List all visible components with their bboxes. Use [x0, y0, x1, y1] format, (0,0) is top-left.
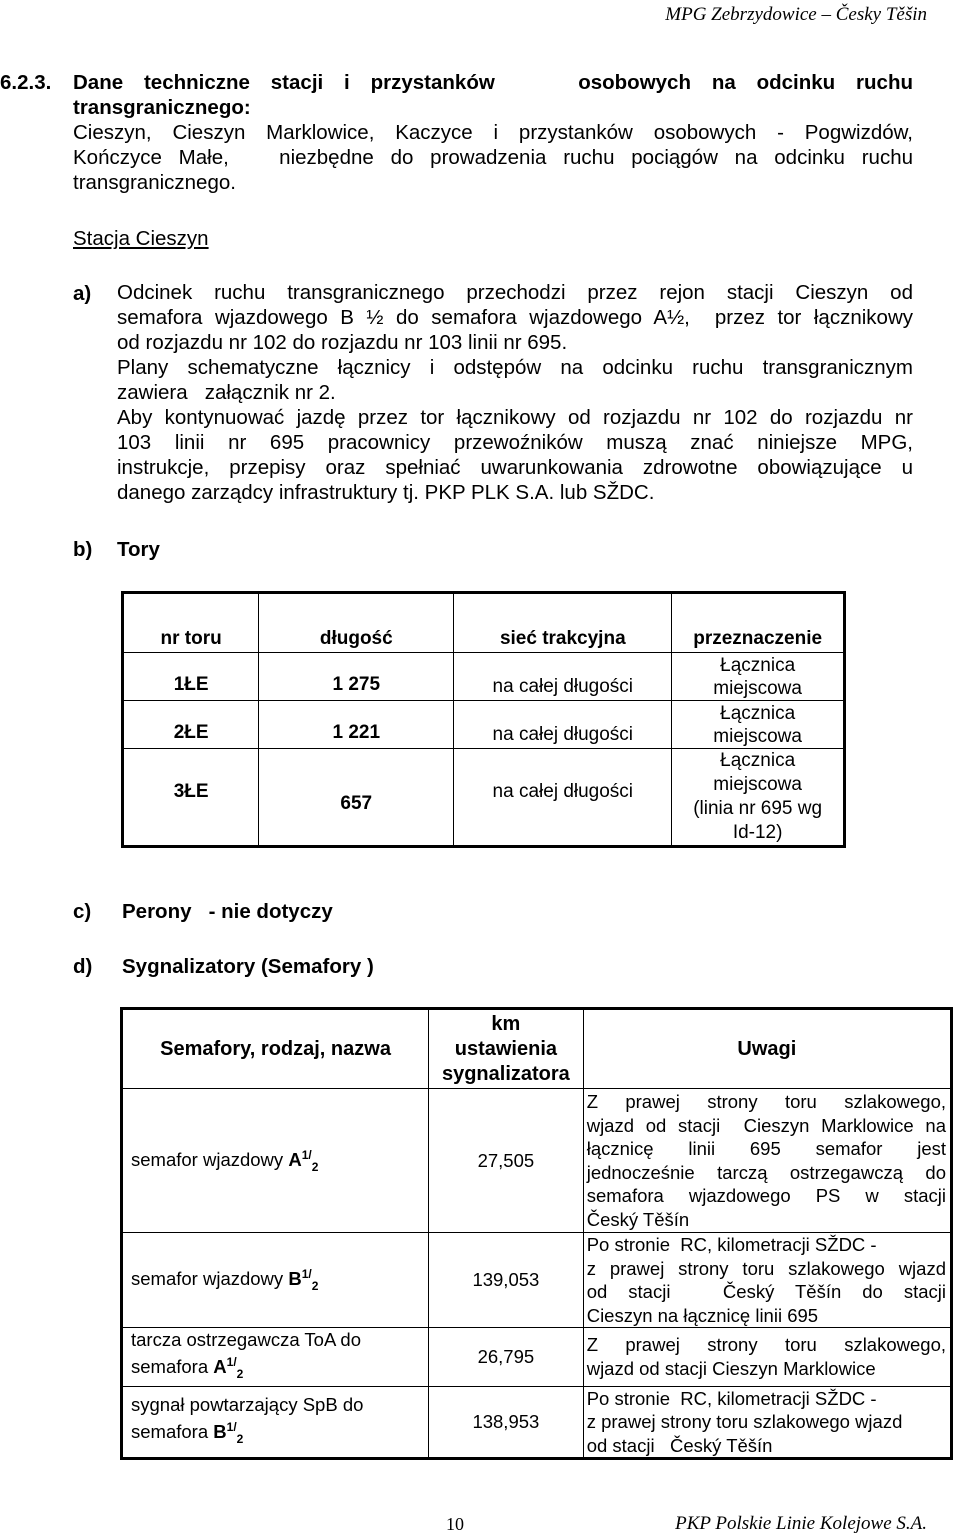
page-number: 10 — [446, 1514, 464, 1534]
station-title: Stacja Cieszyn — [73, 227, 209, 250]
remark-line: od stacji Český Těšín — [586, 1434, 773, 1456]
track-purpose-line: miejscowa — [713, 725, 802, 747]
signal-name-line: sygnał powtarzający SpB do — [131, 1394, 364, 1416]
part-a-line: od rozjazdu nr 102 do rozjazdu nr 103 linii nr 695. — [117, 331, 568, 354]
track-catenary: na całej długości — [454, 701, 672, 749]
track-purpose — [672, 653, 845, 701]
header-przeznaczenie: przeznaczenie — [693, 628, 823, 649]
track-nr: 1ŁE — [123, 653, 259, 701]
signal-name — [122, 1089, 429, 1233]
signals-table-header-row — [122, 1009, 952, 1089]
signal-frac-den: 2 — [311, 1159, 319, 1174]
signal-name-text: semafora — [131, 1356, 214, 1378]
track-purpose-line: Łącznica — [720, 702, 796, 724]
tracks-table-header-row — [123, 593, 845, 653]
signal-name-text: semafor wjazdowy — [131, 1268, 289, 1290]
section-body-line2: Kończyce Małe, niezbędne do prowadzenia ruchu pociągów na odcinku ruchu — [73, 146, 913, 169]
signal-frac-num: 1/ — [226, 1420, 237, 1435]
signal-frac-den: 2 — [236, 1432, 244, 1447]
table-row — [122, 1089, 952, 1233]
signal-frac-num: 1/ — [301, 1267, 312, 1282]
track-purpose-line: Łącznica — [720, 654, 796, 676]
part-b-title: Tory — [117, 538, 160, 561]
track-length: 1 275 — [259, 653, 454, 701]
table-row — [122, 1233, 952, 1328]
part-a-text — [117, 280, 913, 505]
signal-km: 138,953 — [429, 1386, 584, 1459]
track-purpose-line: (linia nr 695 wg — [693, 798, 823, 819]
track-catenary: na całej długości — [454, 653, 672, 701]
signal-letter: A — [288, 1148, 302, 1170]
signal-remarks — [583, 1233, 951, 1328]
track-purpose — [672, 749, 845, 847]
remark-line: od stacji Český Těšín do stacji — [586, 1281, 946, 1302]
signal-name — [122, 1233, 429, 1328]
section-title-line2: transgranicznego: — [73, 96, 251, 119]
document-header: MPG Zebrzydowice – Česky Těšin — [665, 4, 927, 25]
signal-name-line: tarcza ostrzegawcza ToA do — [131, 1329, 362, 1350]
table-row — [123, 701, 845, 749]
track-purpose-line: Łącznica — [720, 750, 796, 771]
signal-letter: B — [288, 1268, 302, 1290]
remark-line: Z prawej strony toru szlakowego, — [586, 1334, 946, 1356]
part-b-label: b) — [73, 538, 93, 561]
part-d-title: Sygnalizatory (Semafory ) — [122, 955, 374, 978]
part-a-line: instrukcje, przepisy oraz spełniać uwarunkowania zdrowotne obowiązujące u — [117, 456, 913, 479]
remark-line: Po stronie RC, kilometracji SŽDC - — [586, 1234, 877, 1255]
track-nr: 2ŁE — [123, 701, 259, 749]
footer-company: PKP Polskie Linie Kolejowe S.A. — [675, 1513, 927, 1534]
table-row — [123, 749, 845, 847]
part-a-label: a) — [73, 282, 92, 305]
header-km-line: ustawienia — [454, 1037, 558, 1060]
remark-line: z prawej strony toru szlakowego wjazd — [586, 1257, 946, 1279]
track-catenary: na całej długości — [454, 749, 672, 847]
remark-line: z prawej strony toru szlakowego wjazd — [586, 1411, 903, 1433]
signal-remarks — [583, 1386, 951, 1459]
header-km-line: sygnalizatora — [441, 1062, 570, 1085]
signal-frac-num: 1/ — [226, 1355, 237, 1369]
header-uwagi: Uwagi — [737, 1037, 797, 1060]
signal-frac-den: 2 — [236, 1366, 244, 1381]
section-number: 6.2.3. — [0, 71, 52, 94]
track-purpose-line: Id-12) — [732, 822, 783, 843]
signal-km: 27,505 — [429, 1089, 584, 1233]
section-body-line3: transgranicznego. — [73, 171, 236, 194]
track-length: 1 221 — [259, 701, 454, 749]
remark-line: Po stronie RC, kilometracji SŽDC - — [586, 1387, 877, 1409]
part-c-title: Perony - nie dotyczy — [122, 900, 333, 923]
remark-line: łącznicę linii 695 semafor jest — [586, 1138, 946, 1159]
signal-name — [122, 1328, 429, 1387]
signal-km: 139,053 — [429, 1233, 584, 1328]
part-a-line: 103 linii nr 695 pracownicy przewoźników muszą znać niniejsze MPG, — [117, 431, 913, 454]
signal-remarks — [583, 1328, 951, 1387]
header-siec-trakcyjna: sieć trakcyjna — [454, 593, 672, 653]
signal-name — [122, 1386, 429, 1459]
remark-line: Cieszyn na łącznicę linii 695 — [586, 1304, 819, 1326]
header-semafory: Semafory, rodzaj, nazwa — [122, 1009, 429, 1089]
header-km-line: km — [491, 1012, 521, 1035]
remark-line: Z prawej strony toru szlakowego, — [586, 1091, 946, 1112]
remark-line: Český Těšín — [586, 1208, 690, 1230]
remark-line: semafora wjazdowego PS w stacji — [586, 1185, 946, 1206]
header-km — [429, 1009, 584, 1089]
signal-remarks — [583, 1089, 951, 1233]
table-row — [122, 1328, 952, 1387]
track-length: 657 — [259, 749, 454, 847]
tracks-table — [121, 591, 846, 848]
table-row — [123, 653, 845, 701]
signal-letter: A — [213, 1356, 227, 1378]
part-a-line: danego zarządcy infrastruktury tj. PKP PLK S.A. lub SŽDC. — [117, 481, 655, 504]
remark-line: wjazd od stacji Cieszyn Marklowice — [586, 1357, 876, 1379]
table-row — [122, 1386, 952, 1459]
part-a-line: zawiera załącznik nr 2. — [117, 381, 336, 404]
signal-letter: B — [213, 1421, 227, 1443]
header-nr-toru: nr toru — [123, 593, 259, 653]
signal-name-text: semafor wjazdowy — [131, 1148, 289, 1170]
part-a-line: Plany schematyczne łącznicy i odstępów na odcinku ruchu transgranicznym — [117, 356, 913, 379]
part-a-line: Aby kontynuować jazdę przez tor łącznikowy od rozjazdu nr 102 do rozjazdu nr — [117, 406, 913, 429]
part-c-label: c) — [73, 900, 92, 923]
signal-km: 26,795 — [429, 1328, 584, 1387]
track-nr: 3ŁE — [123, 749, 259, 847]
part-a-line: Odcinek ruchu transgranicznego przechodzi przez rejon stacji Cieszyn od — [117, 281, 913, 304]
signals-table — [120, 1007, 953, 1460]
section-title-line1: Dane techniczne stacji i przystanków osobowych na odcinku ruchu — [73, 71, 913, 94]
signal-frac-den: 2 — [311, 1278, 319, 1293]
remark-line: wjazd od stacji Cieszyn Marklowice na — [586, 1114, 946, 1136]
track-purpose-line: miejscowa — [713, 677, 802, 699]
section-body-line1: Cieszyn, Cieszyn Marklowice, Kaczyce i przystanków osobowych - Pogwizdów, — [73, 121, 913, 144]
track-purpose-line: miejscowa — [713, 774, 802, 795]
remark-line: jednocześnie tarczą ostrzegawczą do — [586, 1161, 946, 1183]
signal-frac-num: 1/ — [301, 1147, 312, 1162]
part-a-line: semafora wjazdowego B ½ do semafora wjazdowego A½, przez tor łącznikowy — [117, 306, 913, 329]
part-d-label: d) — [73, 955, 93, 978]
header-dlugosc: długość — [259, 593, 454, 653]
signal-name-text: semafora — [131, 1421, 214, 1443]
section-heading — [0, 70, 915, 195]
track-purpose — [672, 701, 845, 749]
